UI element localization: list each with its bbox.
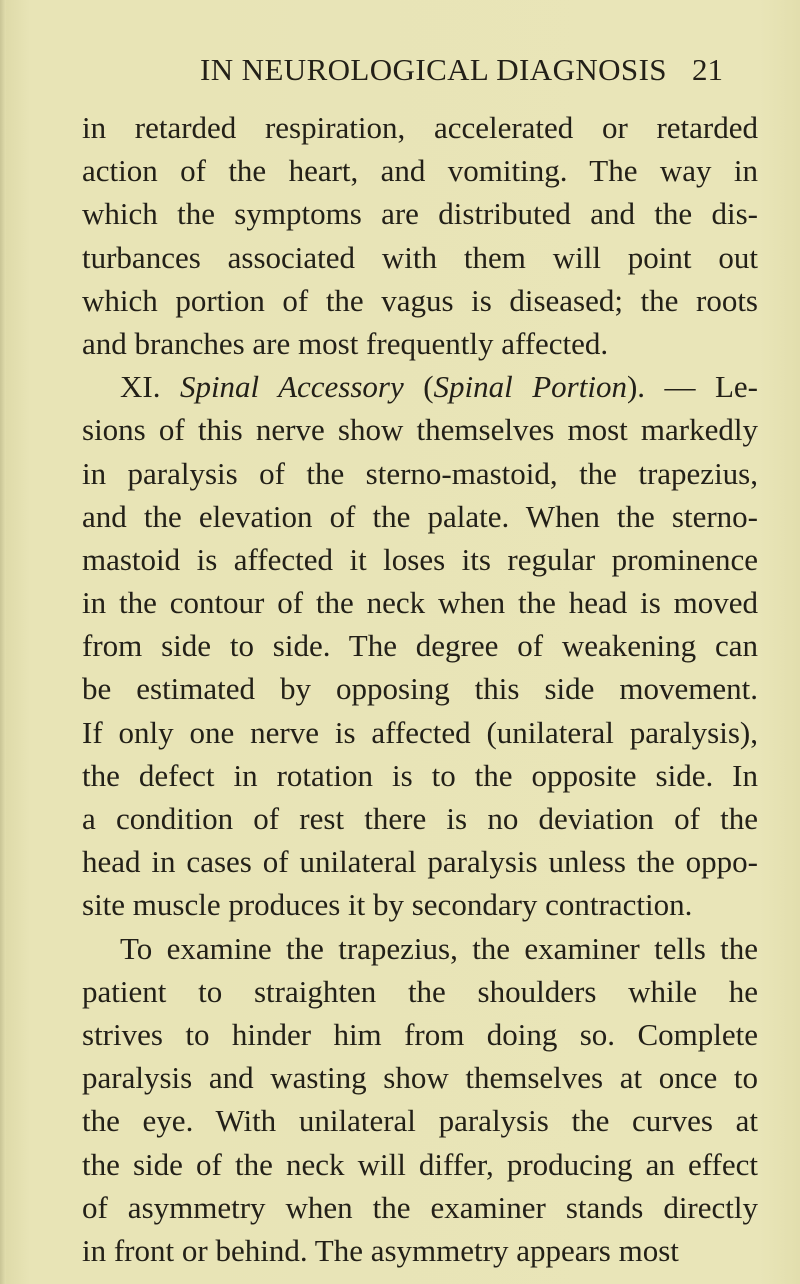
running-head-title: IN NEUROLOGICAL DIAGNOSIS	[200, 52, 667, 87]
text-line: which portion of the vagus is diseased; the roots	[82, 282, 758, 318]
text-line: action of the heart, and vomiting. The way in	[82, 153, 758, 189]
text-line: be estimated by opposing this side movement.	[82, 671, 758, 707]
running-head	[0, 50, 800, 90]
text-line: and the elevation of the palate. When the sterno-	[82, 498, 758, 534]
section-heading-paren-close: ).	[626, 369, 646, 405]
text-line: of asymmetry when the examiner stands directly	[82, 1189, 758, 1225]
text-line: site muscle produces it by secondary contraction.	[82, 887, 693, 923]
section-heading-italic-portion: Spinal Portion	[433, 369, 627, 405]
text-line: a condition of rest there is no deviation of the	[82, 801, 758, 836]
text-line: in paralysis of the sterno-mastoid, the trapezius,	[82, 455, 758, 491]
text-line: in the contour of the neck when the head is moved	[82, 585, 758, 621]
text-line: If only one nerve is affected (unilateral paralysis),	[82, 714, 758, 750]
page-gutter-edge	[0, 0, 6, 1284]
text-line: patient to straighten the shoulders while he	[82, 973, 758, 1009]
text-line: turbances associated with them will point out	[82, 239, 758, 275]
text-line: from side to side. The degree of weakening can	[82, 628, 758, 664]
text-line: in retarded respiration, accelerated or retarded	[82, 110, 758, 145]
section-heading-paren-open: (	[423, 369, 434, 405]
text-line: head in cases of unilateral paralysis unless the oppo-	[82, 844, 758, 880]
text-line: which the symptoms are distributed and the dis-	[82, 196, 758, 232]
text-line: the defect in rotation is to the opposite side. In	[82, 757, 758, 793]
text-line: and branches are most frequently affected.	[82, 325, 609, 361]
text-line: in front or behind. The asymmetry appears most	[82, 1232, 679, 1268]
text-line: To examine the trapezius, the examiner tells the	[120, 930, 758, 966]
text-line: the side of the neck will differ, producing an effect	[82, 1146, 758, 1182]
section-number: XI.	[120, 369, 161, 405]
section-heading-italic: Spinal Accessory	[179, 369, 404, 405]
text-line: strives to hinder him from doing so. Complete	[82, 1016, 758, 1052]
body-text	[82, 106, 758, 1272]
page-number: 21	[692, 52, 723, 87]
text-line: sions of this nerve show themselves most markedly	[82, 412, 758, 448]
text-line: the eye. With unilateral paralysis the curves at	[82, 1103, 758, 1139]
section-heading-tail: — Le-	[645, 369, 758, 405]
text-line: paralysis and wasting show themselves at once to	[82, 1060, 758, 1096]
section-heading-line	[82, 365, 758, 408]
text-line: mastoid is affected it loses its regular prominence	[82, 541, 758, 577]
